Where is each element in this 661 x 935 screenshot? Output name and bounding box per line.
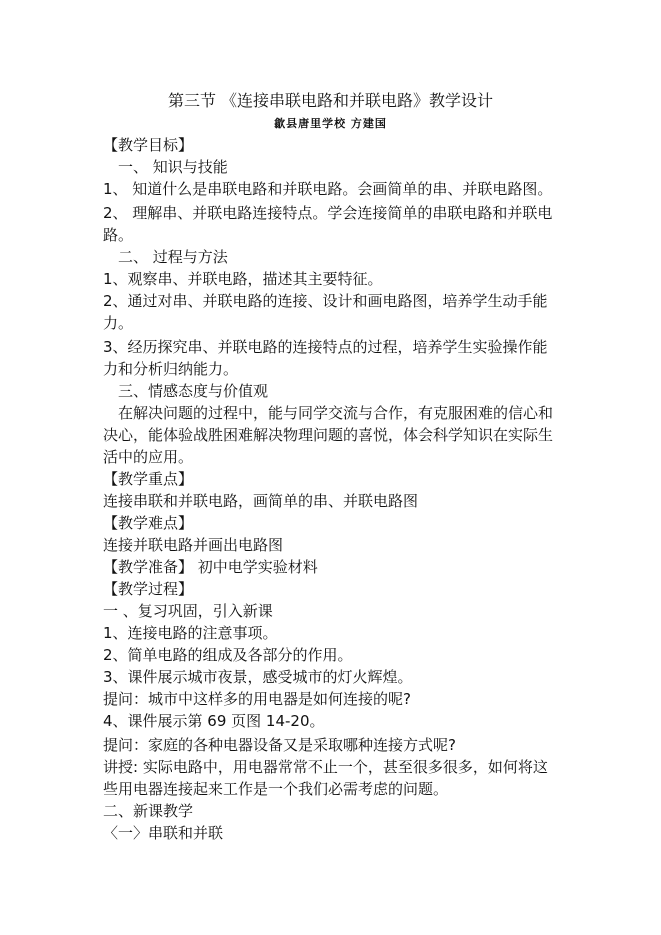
paragraph-line: 活中的应用。 — [103, 448, 194, 466]
objective-line: 路。 — [103, 226, 134, 244]
paragraph-line: 连接并联电路并画出电路图 — [103, 536, 284, 554]
page-title: 第三节 《连接串联电路和并联电路》教学设计 — [167, 91, 494, 110]
objective-line: 2、通过对串、并联电路的连接、设计和画电路图，培养学生动手能 — [103, 292, 548, 310]
section-heading-difficulties: 【教学难点】 — [103, 514, 194, 532]
subheading-emotion-values: 三、情感态度与价值观 — [118, 382, 269, 400]
list-item: 1、连接电路的注意事项。 — [103, 624, 278, 642]
paragraph-line: 讲授: 实际电路中，用电器常常不止一个，甚至很多很多，如何将这 — [103, 758, 548, 776]
paragraph-line: 些用电器连接起来工作是一个我们必需考虑的问题。 — [103, 780, 449, 798]
objective-line: 3、经历探究串、并联电路的连接特点的过程，培养学生实验操作能 — [103, 338, 548, 356]
objective-line: 1、 知道什么是串联电路和并联电路。会画简单的串、并联电路图。 — [103, 180, 553, 198]
list-item: 3、课件展示城市夜景，感受城市的灯火辉煌。 — [103, 668, 413, 686]
question-line: 提问：城市中这样多的用电器是如何连接的呢? — [103, 690, 411, 708]
step-heading: 一 、复习巩固，引入新课 — [103, 602, 273, 620]
question-line: 提问：家庭的各种电器设备又是采取哪种连接方式呢? — [103, 736, 456, 754]
section-heading-process: 【教学过程】 — [103, 580, 194, 598]
author-line: 歙县唐里学校 方建国 — [274, 117, 387, 130]
subheading-process-method: 二、 过程与方法 — [118, 248, 228, 266]
subsection-heading: 〈一〉串联和并联 — [103, 824, 224, 842]
list-item: 4、课件展示第 69 页图 14-20。 — [103, 712, 325, 730]
section-heading-key-points: 【教学重点】 — [103, 470, 194, 488]
subheading-knowledge-skills: 一、 知识与技能 — [118, 158, 228, 176]
objective-line: 力。 — [103, 314, 134, 332]
paragraph-line: 连接串联和并联电路，画简单的串、并联电路图 — [103, 492, 419, 510]
section-heading-objectives: 【教学目标】 — [103, 136, 194, 154]
objective-line: 2、 理解串、并联电路连接特点。学会连接简单的串联电路和并联电 — [103, 204, 553, 222]
paragraph-line: 在解决问题的过程中，能与同学交流与合作，有克服困难的信心和 — [118, 404, 554, 422]
step-heading: 二、新课教学 — [103, 802, 194, 820]
list-item: 2、简单电路的组成及各部分的作用。 — [103, 646, 353, 664]
section-heading-preparation: 【教学准备】 初中电学实验材料 — [103, 558, 318, 576]
paragraph-line: 决心，能体验战胜困难解决物理问题的喜悦，体会科学知识在实际生 — [103, 426, 554, 444]
objective-line: 力和分析归纳能力。 — [103, 360, 239, 378]
objective-line: 1、观察串、并联电路，描述其主要特征。 — [103, 270, 383, 288]
